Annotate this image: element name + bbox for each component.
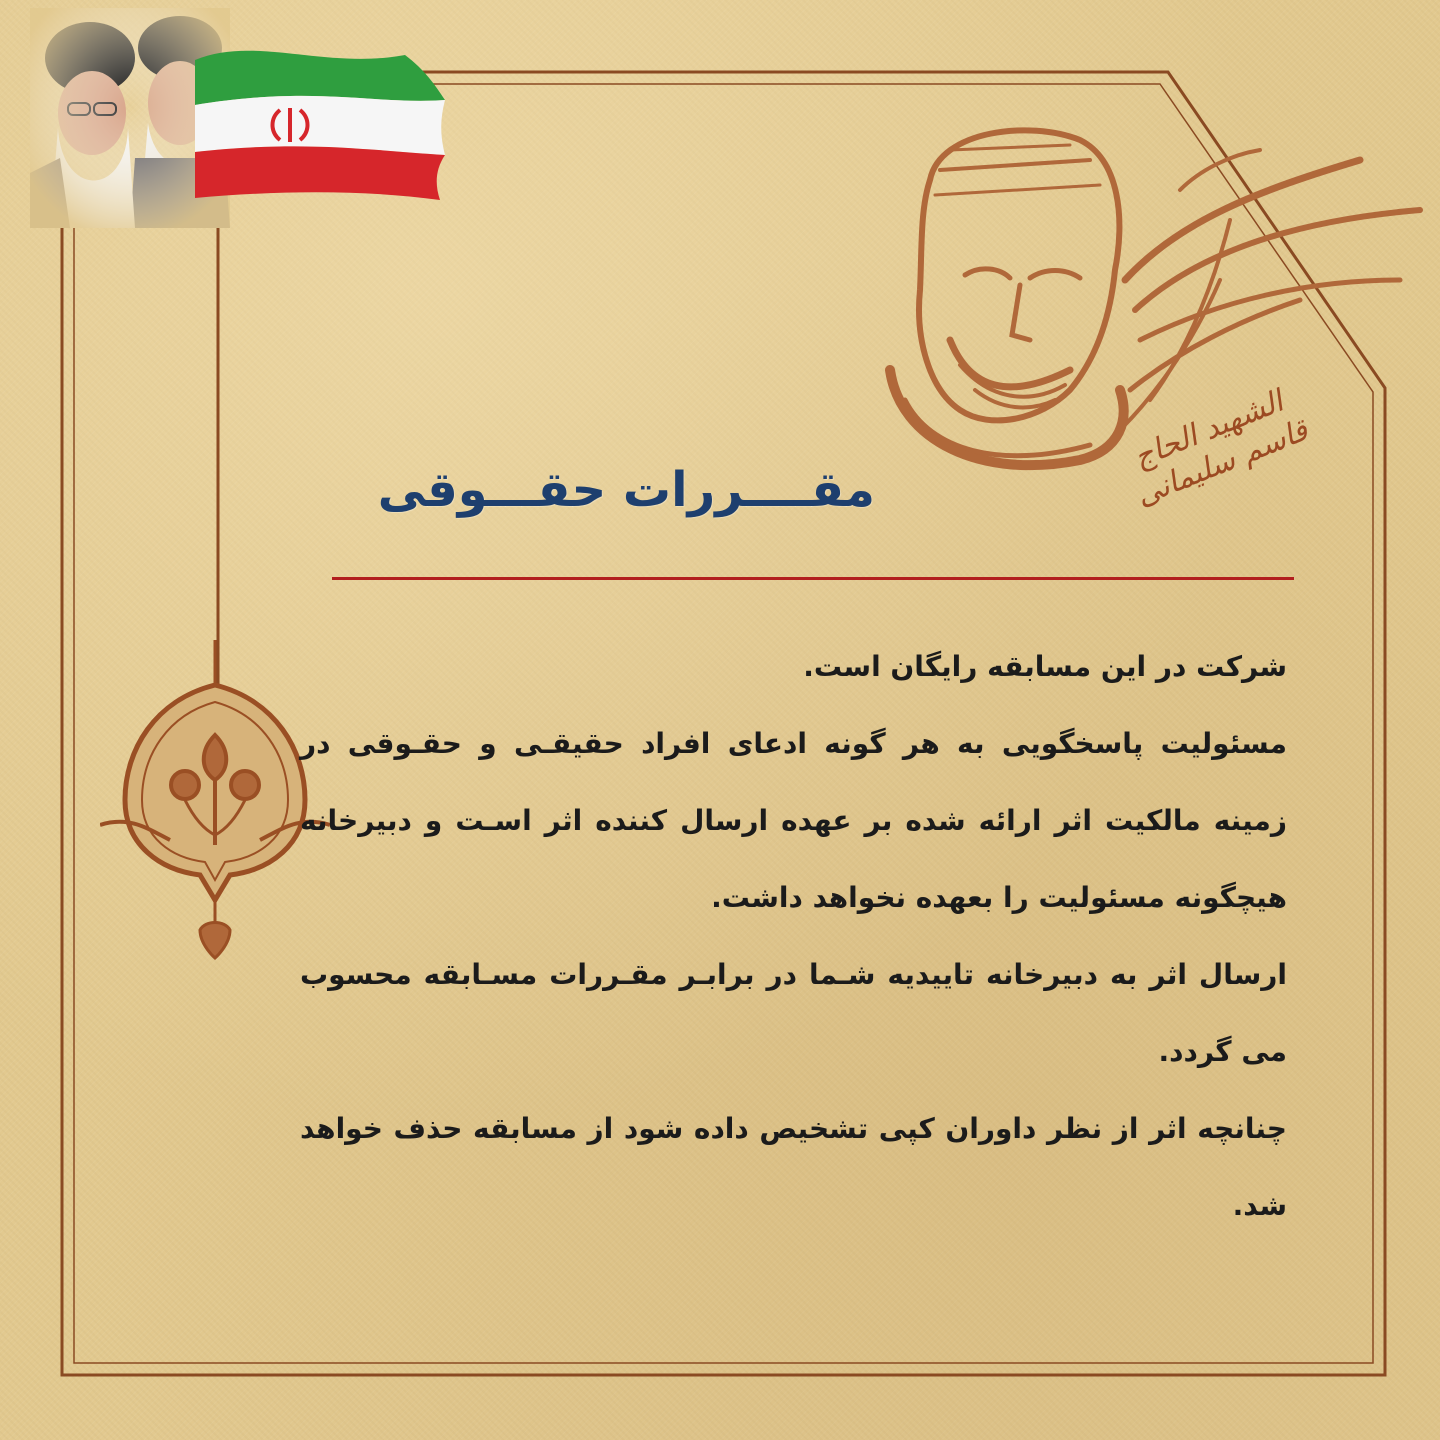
- iran-flag-icon: [195, 40, 450, 205]
- ornament-medallion-icon: [100, 640, 330, 970]
- rule-paragraph: ارسال اثر به دبیرخانه تاییدیه شـما در برابـر مقـررات مسـابقه محسوب می گردد.: [300, 958, 1287, 1068]
- rule-paragraph: شرکت در این مسابقه رایگان است.: [803, 650, 1287, 683]
- rule-paragraph: مسئولیت پاسخگویی به هر گونه ادعای افراد حقیقـی و حقـوقی در زمینه مالکیت اثر ارائه شده بر عهده ارسال کننده اثر اسـت و دبیرخانه هیچگونه مسئولیت را بعهده نخواهد داشت.: [300, 727, 1287, 914]
- rules-text: [300, 628, 1287, 1244]
- calligraphy-text: الشهید الحاج قاسم سلیمانی: [1128, 383, 1313, 514]
- title-divider: [332, 577, 1294, 580]
- rule-paragraph: چنانچه اثر از نظر داوران کپی تشخیص داده شود از مسابقه حذف خواهد شد.: [300, 1112, 1287, 1222]
- page-title: مقــــررات حقـــوقی: [377, 462, 875, 518]
